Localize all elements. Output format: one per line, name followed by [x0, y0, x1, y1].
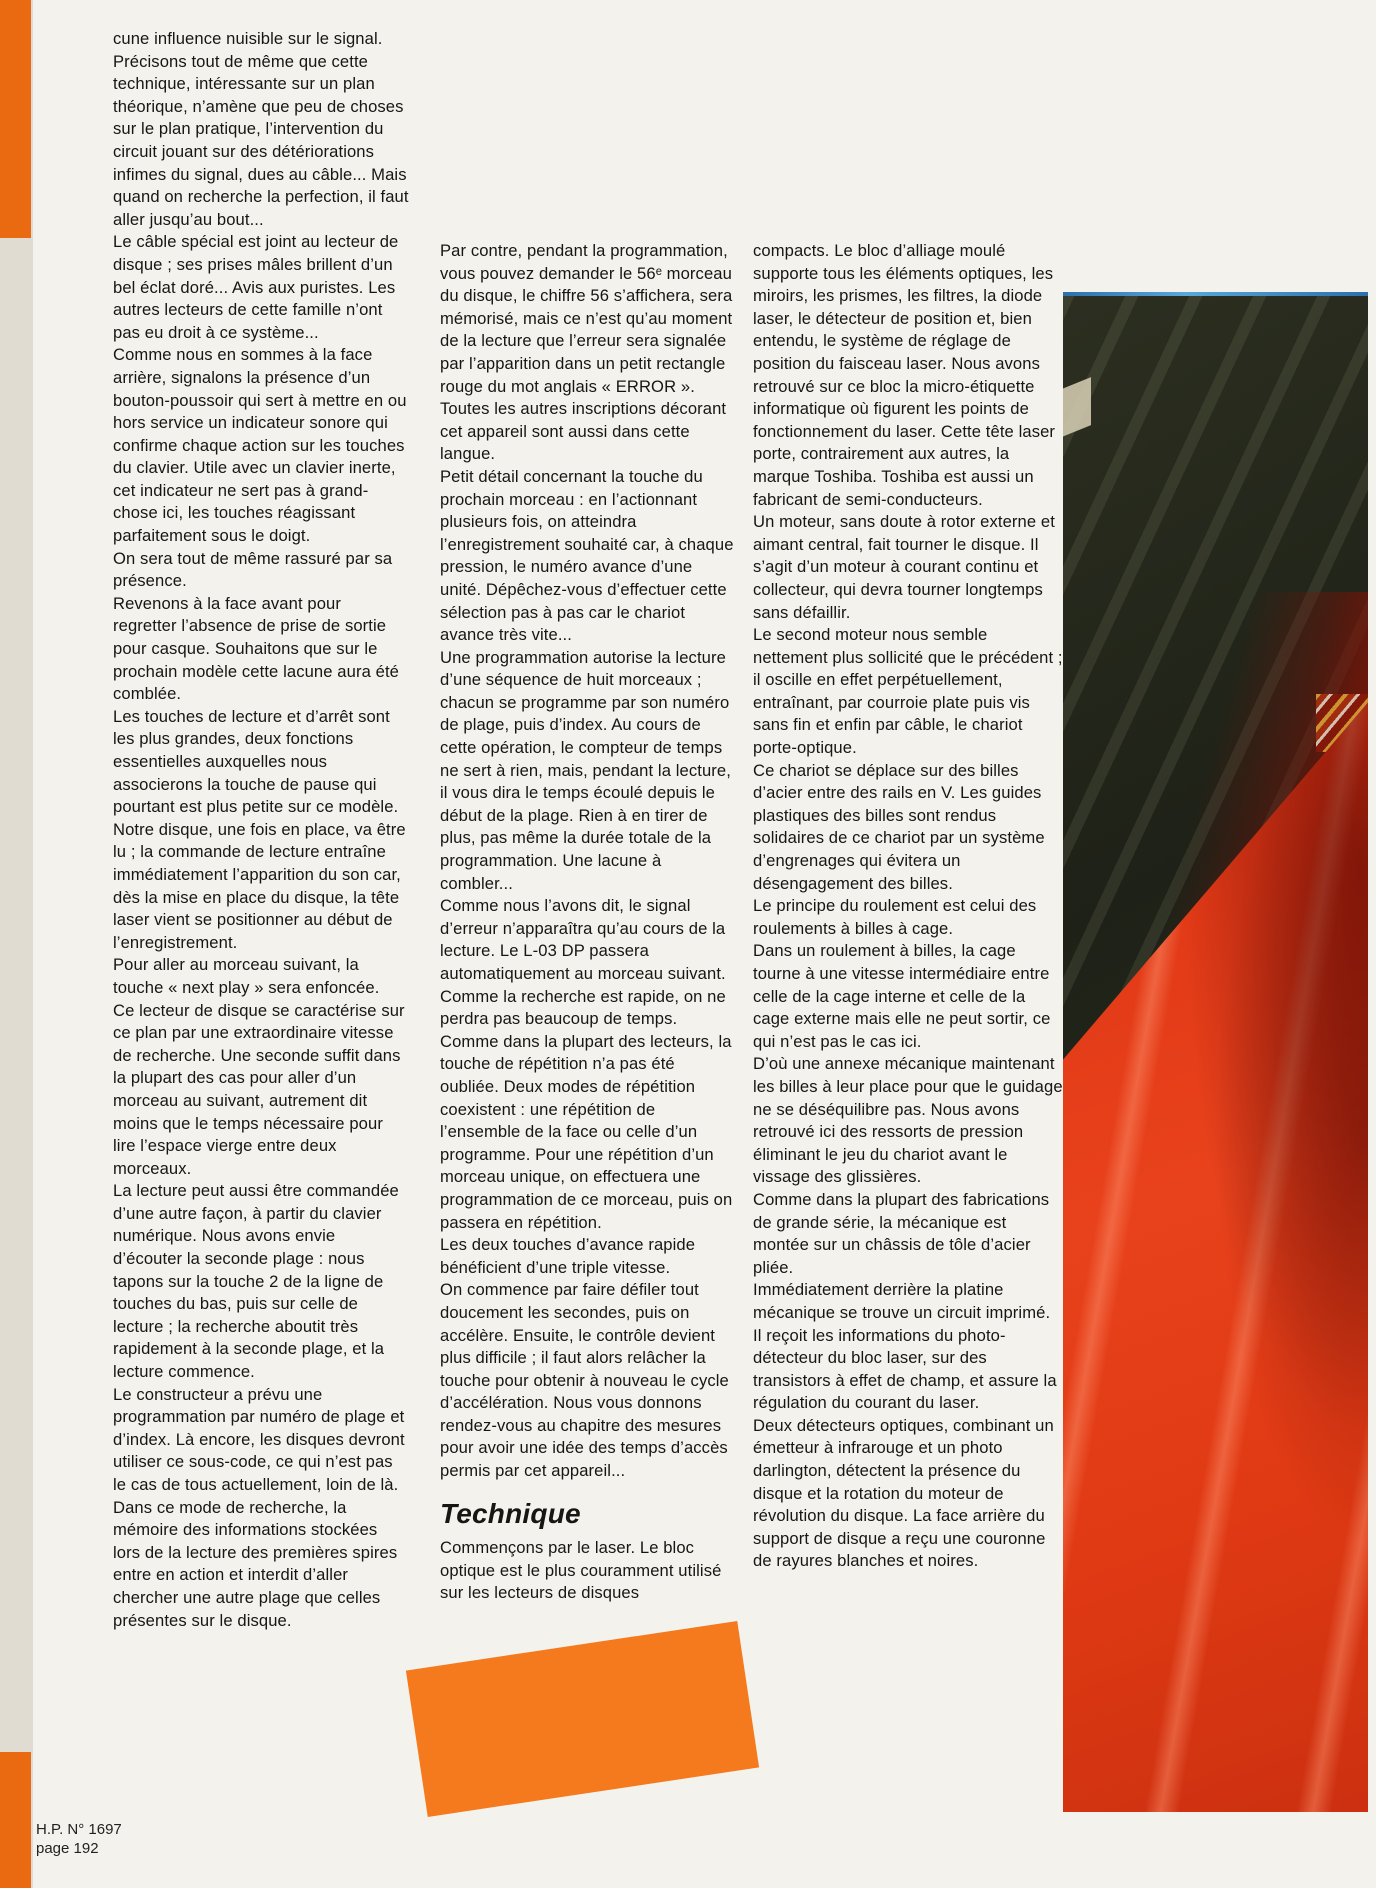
text-column-3 — [753, 240, 1063, 1573]
text-column-1 — [113, 28, 409, 1632]
technique-section-heading: Technique — [440, 1497, 581, 1529]
paragraph: Par contre, pendant la programmation, vous pouvez demander le 56ᵉ morceau du disque, le chiffre 56 s’affichera, sera mémorisé, mais ce n’est qu’au moment de la lecture que l’erreur sera signalée par l’apparition dans un petit rectangle rouge du mot anglais « ERROR ». Toutes les autres inscriptions décorant cet appareil sont aussi dans cette langue. — [440, 241, 733, 464]
paragraph: Une programmation autorise la lecture d’une séquence de huit morceaux ; chacun se programme par son numéro de plage, puis d’index. Au cours de cette opération, le compteur de temps ne sert à rien, mais, pendant la lecture, il vous dira le temps écoulé depuis le début de la plage. Rien à en tirer de plus, pas même la durée totale de la programmation. Une lacune à combler... — [440, 647, 731, 893]
paragraph: Un moteur, sans doute à rotor externe et aimant central, fait tourner le disque. Il s’agit d’un moteur à courant continu et collecteur, qui devra tourner longtemps sans défaillir. — [753, 512, 1055, 622]
paragraph: Dans ce mode de recherche, la mémoire des informations stockées lors de la lecture des premières spires entre en action et interdit d’aller chercher une autre plage que celles présentes sur le disque. — [113, 1497, 398, 1630]
paragraph: Le second moteur nous semble nettement plus sollicité que le précédent ; il oscille en effet perpétuellement, entraînant, par courroie plate puis vis sans fin et enfin par câble, le chariot porte-optique. — [753, 625, 1063, 758]
paragraph: Deux détecteurs optiques, combinant un émetteur à infrarouge et un photo darlington, détectent la présence du disque et la rotation du moteur de révolution du disque. La face arrière du support de disque a reçu une couronne de rayures blanches et noires. — [753, 1415, 1054, 1571]
paragraph: Immédiatement derrière la platine mécanique se trouve un circuit imprimé. Il reçoit les informations du photo-détecteur du bloc laser, sur des transistors à effet de champ, et assure la régulation du courant du laser. — [753, 1280, 1057, 1413]
paragraph: Dans un roulement à billes, la cage tourne à une vitesse intermédiaire entre celle de la cage interne et celle de la cage externe mais elle ne peut sortir, ce qui n’est pas le cas ici. — [753, 941, 1051, 1051]
paragraph: Ce lecteur de disque se caractérise sur ce plan par une extraordinaire vitesse de recherche. Une seconde suffit dans la plupart des cas pour aller d’un morceau au suivant, autrement dit moins que le temps nécessaire pour lire l’espace vierge entre deux morceaux. — [113, 1000, 405, 1178]
paragraph: Comme nous en sommes à la face arrière, signalons la présence d’un bouton-poussoir qui sert à mettre en ou hors service un indicateur sonore qui confirme chaque action sur les touches du clavier. Utile avec un clavier inerte, cet indicateur ne sert pas à grand-chose ici, les touches réagissant parfaitement sous le doigt. — [113, 345, 407, 546]
text-column-2 — [440, 240, 737, 1605]
paragraph: compacts. Le bloc d’alliage moulé supporte tous les éléments optiques, les miroirs, les prismes, les filtres, la diode laser, le détecteur de position et, bien entendu, le système de réglage de position du faisceau laser. Nous avons retrouvé sur ce bloc la micro-étiquette informatique où figurent les points de fonctionnement du laser. Cette tête laser porte, contrairement aux autres, la marque Toshiba. Toshiba est aussi un fabricant de semi-conducteurs. — [753, 241, 1056, 509]
photo-pale-wedge — [1063, 377, 1091, 439]
photo-red-drape — [1063, 292, 1368, 1812]
paragraph: Les touches de lecture et d’arrêt sont les plus grandes, deux fonctions essentielles auxquelles nous associerons la touche de pause qui pourtant est plus petite sur ce modèle. — [113, 706, 399, 817]
paragraph: Comme dans la plupart des lecteurs, la touche de répétition n’a pas été oubliée. Deux modes de répétition coexistent : une répétition de l’ensemble de la face ou celle d’un programme. Pour une répétition d’un morceau unique, on effectuera une programmation de ce morceau, puis on passera en répétition. — [440, 1031, 733, 1232]
spine-stripe-orange-bottom — [0, 1752, 31, 1888]
photo-blue-edge — [1063, 292, 1368, 296]
paragraph: Pour aller au morceau suivant, la touche « next play » sera enfoncée. — [113, 955, 380, 997]
paragraph: La lecture peut aussi être commandée d’une autre façon, à partir du clavier numérique. Nous avons envie d’écouter la seconde plage : nous tapons sur la touche 2 de la ligne de touches du bas, puis sur celle de lecture ; la recherche aboutit très rapidement à la seconde plage, et la lecture commence. — [113, 1181, 399, 1382]
column-2-lower-paragraphs — [440, 1537, 737, 1605]
technique-highlight-band — [406, 1621, 759, 1817]
spine-stripe — [0, 0, 31, 1888]
paragraph: Commençons par le laser. Le bloc optique est le plus couramment utilisé sur les lecteurs de disques — [440, 1538, 722, 1603]
paragraph: cune influence nuisible sur le signal. — [113, 29, 383, 48]
paragraph: Le principe du roulement est celui des roulements à billes à cage. — [753, 896, 1037, 938]
gutter-line — [31, 0, 33, 1888]
paragraph: On sera tout de même rassuré par sa présence. — [113, 548, 393, 591]
paragraph: Le câble spécial est joint au lecteur de disque ; ses prises mâles brillent d’un bel éclat doré... Avis aux puristes. Les autres lecteurs de cette famille n’ont pas eu droit à ce système... — [113, 232, 399, 342]
paragraph: On commence par faire défiler tout doucement les secondes, puis on accélère. Ensuite, le contrôle devient plus difficile ; il faut alors relâcher la touche pour obtenir à nouveau le cycle d’accélération. Nous vous donnons rendez-vous au chapitre des mesures pour avoir une idée des temps d’accès permis par cet appareil... — [440, 1280, 729, 1481]
paragraph: Ce chariot se déplace sur des billes d’acier entre des rails en V. Les guides plastiques des billes sont rendus solidaires de ce chariot par un système d’engrenages qui évitera un désengagement des billes. — [753, 760, 1045, 893]
paragraph: D’où une annexe mécanique maintenant les billes à leur place pour que le guidage ne se déséquilibre pas. Nous avons retrouvé ici des ressorts de pression éliminant le jeu du chariot avant le vissage des glissières. — [753, 1054, 1063, 1187]
paragraph: Notre disque, une fois en place, va être lu ; la commande de lecture entraîne immédiatement l’apparition du son car, dès la mise en place du disque, la tête laser vient se positionner au début de l’enregistrement. — [113, 819, 406, 952]
paragraph: Le constructeur a prévu une programmation par numéro de plage et d’index. Là encore, les disques devront utiliser ce sous-code, ce qui n’est pas le cas de tous actuellement, loin de là. — [113, 1384, 405, 1494]
paragraph: Revenons à la face avant pour regretter l’absence de prise de sortie pour casque. Souhaitons que sur le prochain modèle cette lacune aura été comblée. — [113, 593, 399, 704]
spine-stripe-orange-top — [0, 0, 31, 238]
paragraph: Les deux touches d’avance rapide bénéficient d’une triple vitesse. — [440, 1235, 696, 1277]
paragraph: Comme dans la plupart des fabrications de grande série, la mécanique est montée sur un châssis de tôle d’acier pliée. — [753, 1189, 1050, 1277]
paragraph: Comme nous l’avons dit, le signal d’erreur n’apparaîtra qu’au cours de la lecture. Le L-03 DP passera automatiquement au morceau suivant. Comme la recherche est rapide, on ne perdra pas beaucoup de temps. — [440, 896, 726, 1029]
issue-number: H.P. N° 1697 — [36, 1821, 122, 1838]
paragraph: Précisons tout de même que cette technique, intéressante sur un plan théorique, n’amène que peu de choses sur le plan pratique, l’intervention du circuit jouant sur des détériorations infimes du signal, dues au câble... Mais quand on recherche la perfection, il faut aller jusqu’au bout... — [113, 51, 409, 229]
paragraph: Petit détail concernant la touche du prochain morceau : en l’actionnant plusieurs fois, on atteindra l’enregistrement souhaité car, à chaque pression, le numéro avance d’une unité. Dépêchez-vous d’effectuer cette sélection pas à pas car le chariot avance très vite... — [440, 466, 734, 645]
article-photo — [1063, 292, 1368, 1812]
page-footer — [36, 1820, 122, 1858]
column-2-upper-paragraphs — [440, 240, 737, 1483]
page-number: page 192 — [36, 1840, 99, 1857]
